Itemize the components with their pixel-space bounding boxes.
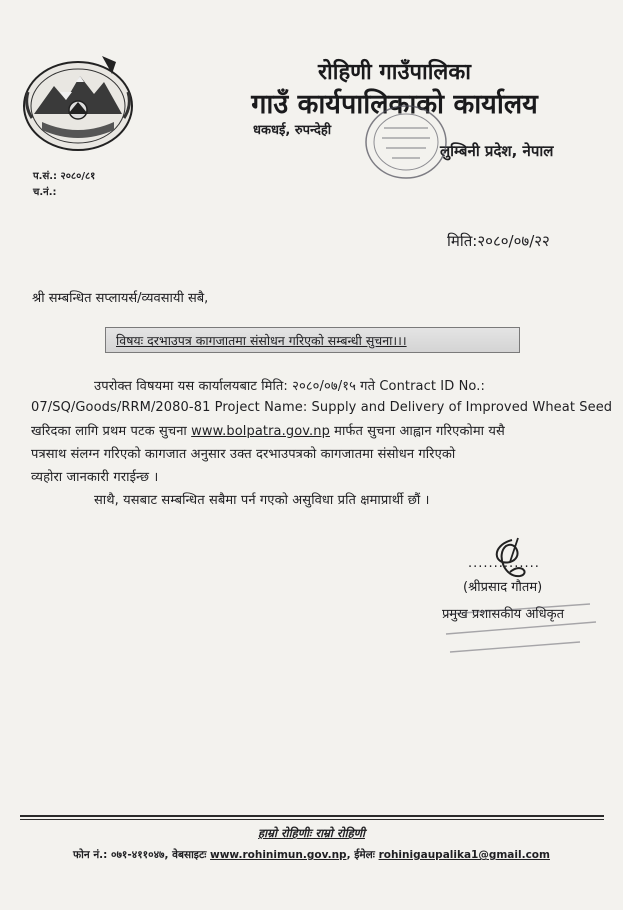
office-address: धकधई, रुपन्देही (253, 123, 332, 138)
email-link[interactable]: rohinigaupalika1@gmail.com (378, 849, 550, 861)
letter-date: मिति:२०८०/०७/२२ (447, 232, 550, 250)
footer-contact (0, 848, 623, 862)
salutation: श्री सम्बन्धित सप्लायर्स/व्यवसायी सबै, (32, 291, 209, 306)
body-line-3 (31, 421, 505, 439)
office-seal-stamp (344, 98, 468, 184)
name-stamp (440, 600, 600, 658)
executive-office-title: गाउँ कार्यपालिकाको कार्यालय (251, 89, 538, 120)
website-link[interactable]: www.rohinimun.gov.np (210, 849, 347, 861)
phone-label: फोन नं.: ०७१-४११०४७, वेबसाइटः (73, 849, 211, 861)
body-line-3-end: मार्फत सुचना आह्वान गरिएकोमा यसै (329, 424, 505, 439)
footer-motto: हाम्रो रोहिणीः राम्रो रोहिणी (258, 826, 365, 840)
reference-number: प.सं.: २०८०/८१ (33, 171, 96, 182)
subject-box (105, 327, 520, 353)
body-line-4: पत्रसाथ संलग्न गरिएको कागजात अनुसार उक्त दरभाउपत्रको कागजातमा संसोधन गरिएको (31, 447, 456, 462)
footer-divider-thin (20, 819, 604, 820)
dispatch-number: च.नं.: (33, 187, 57, 198)
body-line-6: साथै, यसबाट सम्बन्धित सबैमा पर्न गएको असुविधा प्रति क्षमाप्रार्थी छौं । (94, 493, 430, 508)
subject-text: विषयः दरभाउपत्र कागजातमा संसोधन गरिएको सम्बन्धी सुचना।।। (116, 333, 407, 348)
email-label: , ईमेलः (346, 849, 379, 861)
office-name: रोहिणी गाउँपालिका (318, 59, 471, 85)
bolpatra-link[interactable]: www.bolpatra.gov.np (191, 424, 330, 439)
signatory-name: (श्रीप्रसाद गौतम) (463, 580, 543, 595)
body-line-5: व्यहोरा जानकारी गराईन्छ । (31, 470, 159, 485)
signatory-title: प्रमुख प्रशासकीय अधिकृत (442, 607, 565, 622)
signature-line: .............. (468, 556, 540, 571)
footer-divider (20, 815, 604, 817)
body-line-1: उपरोक्त विषयमा यस कार्यालयबाट मिति: २०८०/०७/१५ गते Contract ID No.: (94, 379, 485, 394)
body-line-3-start: खरिदका लागि प्रथम पटक सुचना (31, 424, 192, 439)
body-line-2: 07/SQ/Goods/RRM/2080-81 Project Name: Supply and Delivery of Improved Wheat Seed (31, 400, 613, 415)
province-name: लुम्बिनी प्रदेश, नेपाल (440, 142, 554, 160)
